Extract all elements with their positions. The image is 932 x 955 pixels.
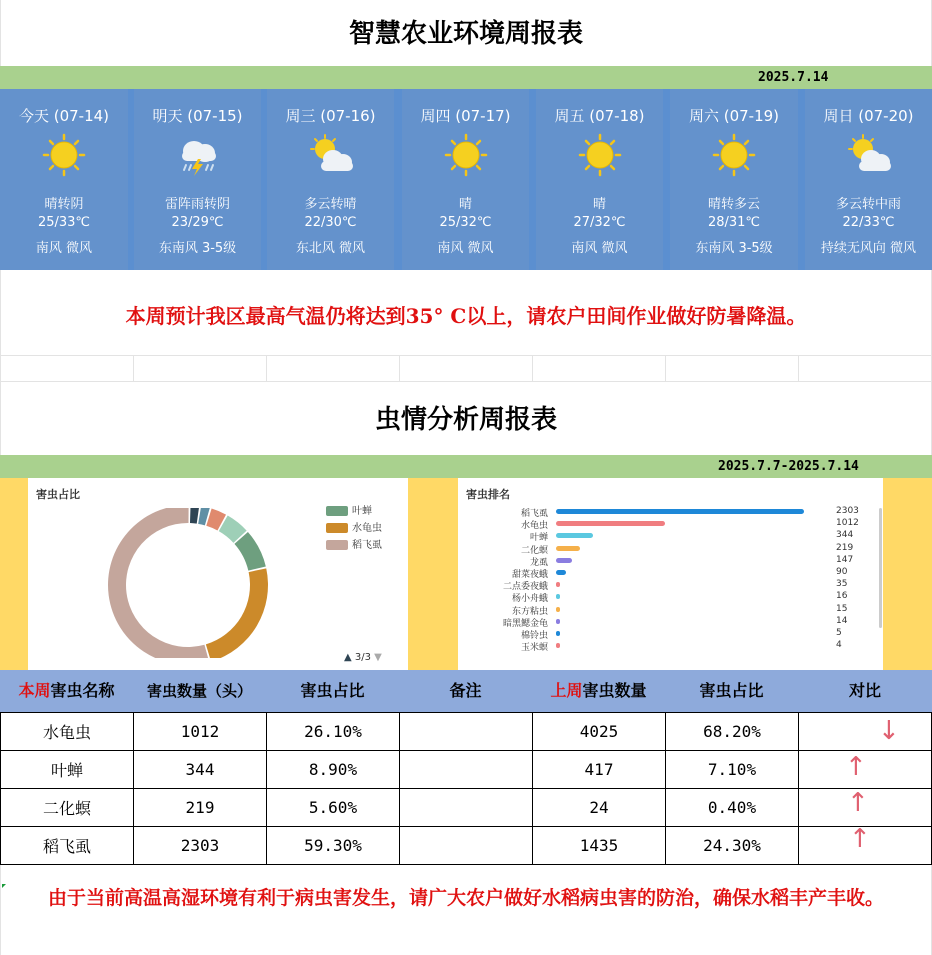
rank-value-label: 16 (836, 591, 848, 602)
pest-date-range: 2025.7.7-2025.7.14 (718, 459, 859, 474)
day-condition: 多云转晴 (304, 197, 357, 212)
rank-bar[interactable] (556, 533, 593, 538)
header-count: 害虫数量（头） (146, 682, 252, 700)
cell-last-count[interactable]: 1435 (533, 827, 666, 865)
sun-icon (442, 133, 490, 177)
rank-value-label: 35 (836, 579, 848, 590)
legend-item[interactable] (326, 536, 382, 551)
table-row (1, 751, 932, 789)
header-prefix: 上周 (550, 681, 583, 700)
pie-slice[interactable] (206, 568, 268, 658)
cell-ratio[interactable]: 8.90% (267, 751, 400, 789)
day-temperature: 22/33℃ (842, 215, 895, 230)
day-label: 今天 (07-14) (18, 107, 110, 125)
day-temperature: 27/32℃ (573, 215, 626, 230)
pie-chart (88, 508, 288, 658)
cell-ratio[interactable]: 59.30% (267, 827, 400, 865)
rank-category-label: 叶蝉 (529, 533, 548, 544)
rank-bar[interactable] (556, 546, 580, 551)
weather-date-bar (0, 66, 932, 89)
cell-note[interactable] (400, 751, 533, 789)
legend-item[interactable] (326, 502, 372, 517)
pest-control-notice: 由于当前高温高湿环境有利于病虫害发生，请广大农户做好水稻病虫害的防治，确保水稻丰产丰收。 (47, 887, 884, 909)
header-ratio: 害虫占比 (300, 681, 365, 700)
grid-line (0, 355, 932, 356)
rank-bar[interactable] (556, 607, 560, 612)
rank-bar[interactable] (556, 594, 560, 599)
grid-line (399, 355, 400, 381)
weather-report-title: 智慧农业环境周报表 (348, 19, 583, 49)
rank-bar-chart (458, 504, 883, 664)
rank-panel-title: 害虫排名 (466, 488, 510, 501)
day-temperature: 28/31℃ (707, 215, 761, 230)
table-row (1, 713, 932, 751)
cell-last-count[interactable]: 24 (533, 789, 666, 827)
day-condition: 晴 (458, 197, 472, 212)
day-wind: 东南风 3-5级 (695, 241, 773, 256)
grid-line (133, 355, 134, 381)
rank-value-label: 15 (836, 603, 848, 614)
cell-note[interactable] (400, 827, 533, 865)
day-card (402, 89, 529, 270)
rank-bar[interactable] (556, 509, 804, 514)
rank-bar[interactable] (556, 570, 566, 575)
trend-up-arrow-icon: ↑ (847, 788, 869, 818)
rank-value-label: 14 (836, 615, 848, 626)
day-card (670, 89, 798, 270)
day-wind: 南风 微风 (437, 241, 494, 256)
day-temperature: 25/32℃ (439, 215, 492, 230)
rank-category-label: 二点委夜蛾 (502, 582, 548, 593)
day-wind: 东南风 3-5级 (158, 241, 237, 256)
rank-category-label: 水龟虫 (520, 521, 548, 532)
day-label: 周四 (07-17) (420, 107, 511, 125)
day-label: 周三 (07-16) (285, 107, 376, 125)
rank-category-label: 稻飞虱 (520, 509, 548, 519)
legend-label: 稻飞虱 (352, 540, 382, 551)
grid-line (532, 355, 533, 381)
cell-last-ratio[interactable]: 7.10% (666, 751, 799, 789)
cell-count[interactable]: 2303 (134, 827, 267, 865)
table-row (1, 827, 932, 865)
pest-ratio-panel (28, 478, 408, 670)
header-compare: 对比 (848, 681, 881, 700)
rank-value-label: 5 (836, 628, 842, 638)
day-condition: 晴转阴 (44, 197, 84, 212)
rank-bar[interactable] (556, 619, 560, 624)
day-condition: 多云转中雨 (835, 197, 901, 212)
heat-warning-notice: 本周预计我区最高气温仍将达到35° C以上，请农户田间作业做好防暑降温。 (125, 304, 807, 328)
day-label: 周六 (07-19) (688, 107, 780, 125)
cell-comment-marker (2, 884, 6, 888)
rank-value-label: 2303 (836, 506, 859, 516)
rank-value-label: 90 (836, 567, 848, 577)
cell-last-ratio[interactable]: 24.30% (666, 827, 799, 865)
rank-value-label: 4 (836, 640, 842, 651)
table-row (1, 789, 932, 827)
weather-forecast-row (0, 89, 932, 270)
legend-item[interactable] (326, 519, 382, 534)
day-label: 周日 (07-20) (823, 107, 914, 125)
day-temperature: 22/30℃ (304, 215, 357, 230)
rank-category-label: 二化螟 (520, 545, 548, 556)
sun-icon (710, 133, 758, 177)
rank-bar[interactable] (556, 582, 560, 587)
rank-category-label: 暗黑鳃金龟 (502, 618, 548, 629)
pager-down-icon[interactable]: ▼ (374, 652, 382, 663)
header-pest-name (0, 670, 133, 712)
pest-table (0, 712, 932, 865)
cell-pest-name[interactable]: 水龟虫 (1, 713, 134, 751)
day-wind: 东北风 微风 (295, 241, 366, 256)
rank-category-label: 杨小舟蛾 (511, 594, 548, 605)
pest-rank-panel (458, 478, 883, 670)
cell-ratio[interactable]: 26.10% (267, 713, 400, 751)
cell-last-count[interactable]: 4025 (533, 713, 666, 751)
day-label: 周五 (07-18) (554, 107, 645, 125)
cell-note[interactable] (400, 789, 533, 827)
cell-pest-name[interactable]: 二化螟 (1, 789, 134, 827)
legend-swatch (326, 540, 348, 550)
grid-line (0, 381, 932, 382)
day-wind: 持续无风向 微风 (820, 241, 917, 256)
cell-last-count[interactable]: 417 (533, 751, 666, 789)
rank-category-label: 棉铃虫 (520, 631, 548, 641)
legend-label: 叶蝉 (352, 506, 372, 517)
trend-up-arrow-icon: ↑ (849, 824, 871, 854)
header-note: 备注 (449, 681, 482, 700)
rank-bar[interactable] (556, 521, 665, 526)
pest-date-bar (0, 455, 932, 478)
pie-slice[interactable] (190, 508, 199, 524)
rank-bar[interactable] (556, 643, 560, 648)
day-condition: 晴转多云 (707, 197, 760, 212)
rank-bar[interactable] (556, 558, 572, 563)
header-last-count (532, 670, 665, 712)
cell-compare[interactable] (799, 713, 932, 751)
day-card (134, 89, 261, 270)
grid-line (665, 355, 666, 381)
cell-pest-name[interactable]: 稻飞虱 (1, 827, 134, 865)
cell-count[interactable]: 344 (134, 751, 267, 789)
trend-down-arrow-icon: ↓ (878, 716, 900, 746)
cell-pest-name[interactable]: 叶蝉 (1, 751, 134, 789)
day-condition: 雷阵雨转阴 (164, 197, 230, 212)
cell-last-ratio[interactable]: 0.40% (666, 789, 799, 827)
cell-count[interactable]: 1012 (134, 713, 267, 751)
day-label: 明天 (07-15) (152, 107, 243, 125)
pie-panel-title: 害虫占比 (36, 488, 80, 501)
legend-pager (344, 652, 382, 663)
legend-label: 水龟虫 (352, 523, 382, 534)
legend-swatch (326, 506, 348, 516)
cell-count[interactable]: 219 (134, 789, 267, 827)
day-card (536, 89, 663, 270)
partly-cloudy-icon (307, 133, 355, 177)
header-text: 害虫名称 (50, 681, 115, 700)
rank-category-label: 甜菜夜蛾 (511, 570, 548, 580)
rank-value-label: 219 (836, 542, 854, 553)
partly-cloudy-icon (845, 133, 893, 177)
pager-up-icon[interactable]: ▲ (344, 652, 352, 663)
header-text: 害虫数量 (582, 681, 647, 700)
rank-category-label: 东方粘虫 (511, 606, 548, 617)
day-card (805, 89, 932, 270)
grid-line (266, 355, 267, 381)
pest-report-title: 虫情分析周报表 (374, 405, 557, 435)
day-temperature: 25/33℃ (37, 215, 91, 230)
rank-category-label: 龙虱 (529, 557, 548, 568)
sun-icon (40, 133, 88, 177)
rank-scrollbar[interactable] (879, 508, 882, 628)
pie-slice[interactable] (234, 532, 265, 571)
rank-value-label: 1012 (836, 518, 859, 529)
day-wind: 南风 微风 (571, 241, 628, 256)
rank-bar[interactable] (556, 631, 560, 636)
chart-band (0, 478, 932, 670)
header-last-ratio: 害虫占比 (699, 681, 764, 700)
day-temperature: 23/29℃ (171, 215, 224, 230)
pie-slice[interactable] (108, 508, 209, 658)
day-condition: 晴 (592, 197, 606, 212)
rank-value-label: 147 (836, 554, 854, 565)
trend-up-arrow-icon: ↑ (845, 752, 867, 782)
rank-value-label: 344 (836, 530, 854, 541)
legend-swatch (326, 523, 348, 533)
grid-line (798, 355, 799, 381)
rank-category-label: 玉米螟 (520, 643, 548, 654)
cell-note[interactable] (400, 713, 533, 751)
header-prefix: 本周 (18, 681, 51, 700)
day-wind: 南风 微风 (35, 241, 93, 256)
day-card (0, 89, 128, 270)
day-card (267, 89, 394, 270)
pest-table-header (0, 670, 932, 712)
weather-date: 2025.7.14 (758, 70, 829, 85)
cell-last-ratio[interactable]: 68.20% (666, 713, 799, 751)
sun-icon (576, 133, 624, 177)
thunderstorm-icon (174, 133, 222, 177)
cell-ratio[interactable]: 5.60% (267, 789, 400, 827)
pager-text: 3/3 (354, 652, 371, 663)
